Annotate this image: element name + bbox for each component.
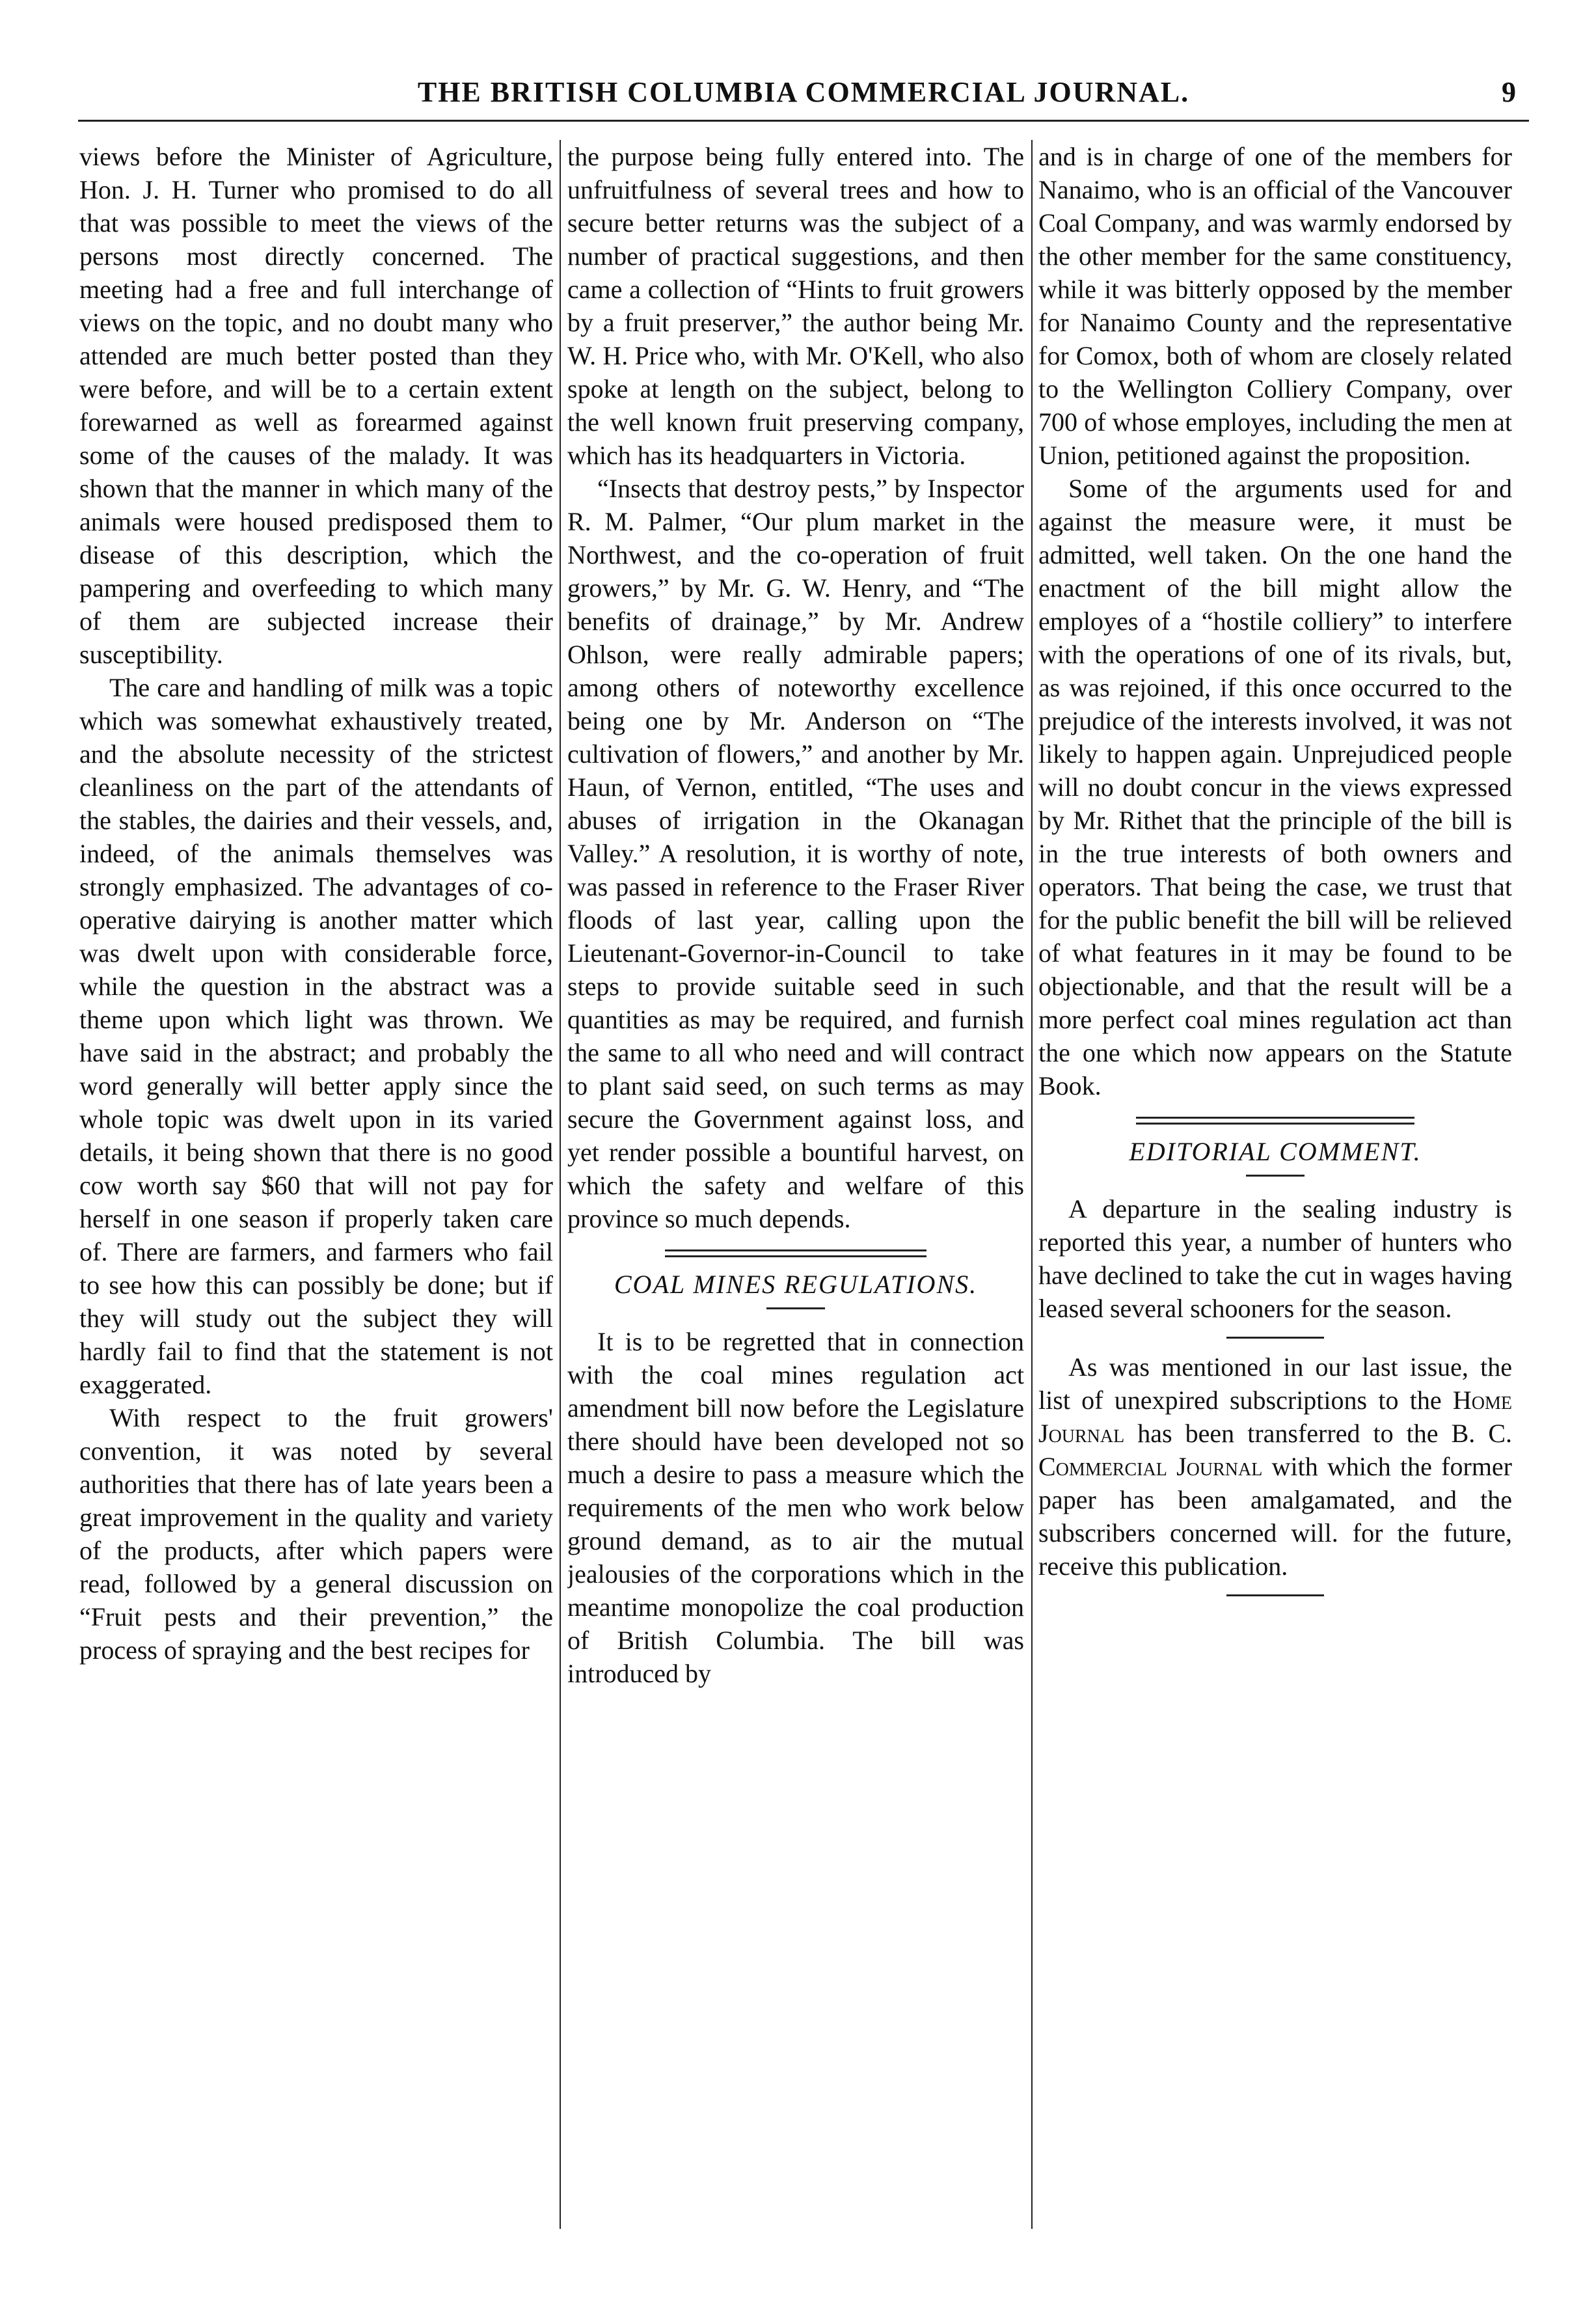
article-paragraph: and is in charge of one of the members for Nanaimo, who is an official of the Vancouver Coal Company, and was warmly endorsed by the other member for the same constituency, while it was bitterly opposed by the member for Nanaimo County and the representative for Comox, both of whom are closely related to the Wellington Colliery Company, over 700 of whose employes, including the men at Union, petitioned against the proposition. [1038,142,1512,470]
article-paragraph: The care and handling of milk was a topic which was somewhat exhaustively treated, and the absolute necessity of the strictest cleanliness on the part of the attendants of the stables, the dairies and their vessels, and, indeed, of the animals themselves was strongly emphasized. The advantages of co-operative dairying is another matter which was dwelt upon with considerable force, while the question in the abstract was a theme upon which light was thrown. We have said in the abstract; and probably the word generally will better apply since the whole topic was dwelt upon in its varied details, it being shown that there is no good cow worth say $60 that will not pay for herself in one season if properly taken care of. There are farmers, and farmers who fail to see how this can possibly be done; but if they will study out the subject they will hardly fail to find that the statement is not exaggerated. [79,673,553,1399]
journal-title: THE BRITISH COLUMBIA COMMERCIAL JOURNAL. [417,76,1190,108]
commercial-journal-name: Commercial Journal [1038,1452,1263,1481]
column-3 [1038,140,1512,2222]
item-separator-rule [1226,1337,1324,1339]
section-heading-coal-mines: COAL MINES REGULATIONS. [614,1270,978,1299]
header-rule [78,120,1529,122]
heading-rule [1246,1175,1305,1177]
column-divider-1 [560,140,561,2229]
text-run: with which the former paper has been amalgamated, and the subscribers concerned will. for the future, receive this publication. [1038,1452,1512,1581]
section-double-rule [1136,1117,1414,1125]
article-paragraph: views before the Minister of Agriculture, Hon. J. H. Turner who promised to do all that was possible to meet the views of the persons most directly concerned. The meeting had a free and full interchange of views on the topic, and no doubt many who attended are much better posted than they were before, and will be to a certain extent forewarned as well as forearmed against some of the causes of the malady. It was shown that the manner in which many of the animals were housed predisposed them to disease of this description, which the pampering and overfeeding to which many of them are subjected increase their susceptibility. [79,142,553,669]
section-heading-editorial: EDITORIAL COMMENT. [1129,1137,1422,1166]
article-paragraph: “Insects that destroy pests,” by Inspector R. M. Palmer, “Our plum market in the Northwest, and the co-operation of fruit growers,” by Mr. G. W. Henry, and “The benefits of drainage,” by Mr. Andrew Ohlson, were really admirable papers; among others of noteworthy excellence being one by Mr. Anderson on “The cultivation of flowers,” and another by Mr. Haun, of Vernon, entitled, “The uses and abuses of irrigation in the Okanagan Valley.” A resolution, it is worthy of note, was passed in reference to the Fraser River floods of last year, calling upon the Lieutenant-Governor-in-Council to take steps to provide suitable seed in such quantities as may be required, and furnish the same to all who need and will contract to plant said seed, on such terms as may secure the Government against loss, and yet render possible a bountiful harvest, on which the safety and welfare of this province so much depends. [567,474,1024,1233]
column-1 [79,140,553,2222]
column-divider-2 [1031,140,1033,2229]
text-run: As was mentioned in our last issue, the list of unexpired subscriptions to the [1038,1352,1512,1415]
article-paragraph: A departure in the sealing industry is reported this year, a number of hunters who have declined to take the cut in wages having leased several schooners for the season. [1038,1194,1512,1323]
home-journal-name: Home Journal [1038,1385,1512,1448]
article-paragraph [1038,1350,1512,1583]
item-separator-rule [1226,1594,1324,1596]
article-paragraph: With respect to the fruit growers' convention, it was noted by several authorities that there has of late years been a great improvement in the quality and variety of the products, after which papers were read, followed by a general discussion on “Fruit pests and their prevention,” the process of spraying and the best recipes for [79,1403,553,1665]
column-2 [567,140,1024,2222]
article-paragraph: the purpose being fully entered into. The unfruitfulness of several trees and how to secure better returns was the subject of a number of practical suggestions, and then came a collection of “Hints to fruit growers by a fruit preserver,” the author being Mr. W. H. Price who, with Mr. O'Kell, who also spoke at length on the subject, belong to the well known fruit preserving company, which has its headquarters in Victoria. [567,142,1024,470]
article-paragraph: Some of the arguments used for and against the measure were, it must be admitted, well taken. On the one hand the enactment of the bill might allow the employes of a “hostile colliery” to interfere with the operations of one of its rivals, but, as was rejoined, if this once occurred to the prejudice of the interests involved, it was not likely to happen again. Unprejudiced people will no doubt concur in the views expressed by Mr. Rithet that the principle of the bill is in the true interests of both owners and operators. That being the case, we trust that for the public benefit the bill will be relieved of what features in it may be found to be objectionable, and that the result will be a more perfect coal mines regulation act than the one which now appears on the Statute Book. [1038,474,1512,1100]
heading-rule [766,1307,825,1309]
page-header [78,70,1529,122]
text-run: has been transferred to the B. C. [1124,1419,1512,1448]
page-number: 9 [1502,76,1516,108]
section-double-rule [665,1249,926,1257]
article-paragraph: It is to be regretted that in connection with the coal mines regulation act amendment bill now before the Legislature there should have been developed not so much a desire to pass a measure which the requirements of the men who work below ground demand, as to air the mutual jealousies of the corporations which in the meantime monopolize the coal production of British Columbia. The bill was introduced by [567,1327,1024,1688]
